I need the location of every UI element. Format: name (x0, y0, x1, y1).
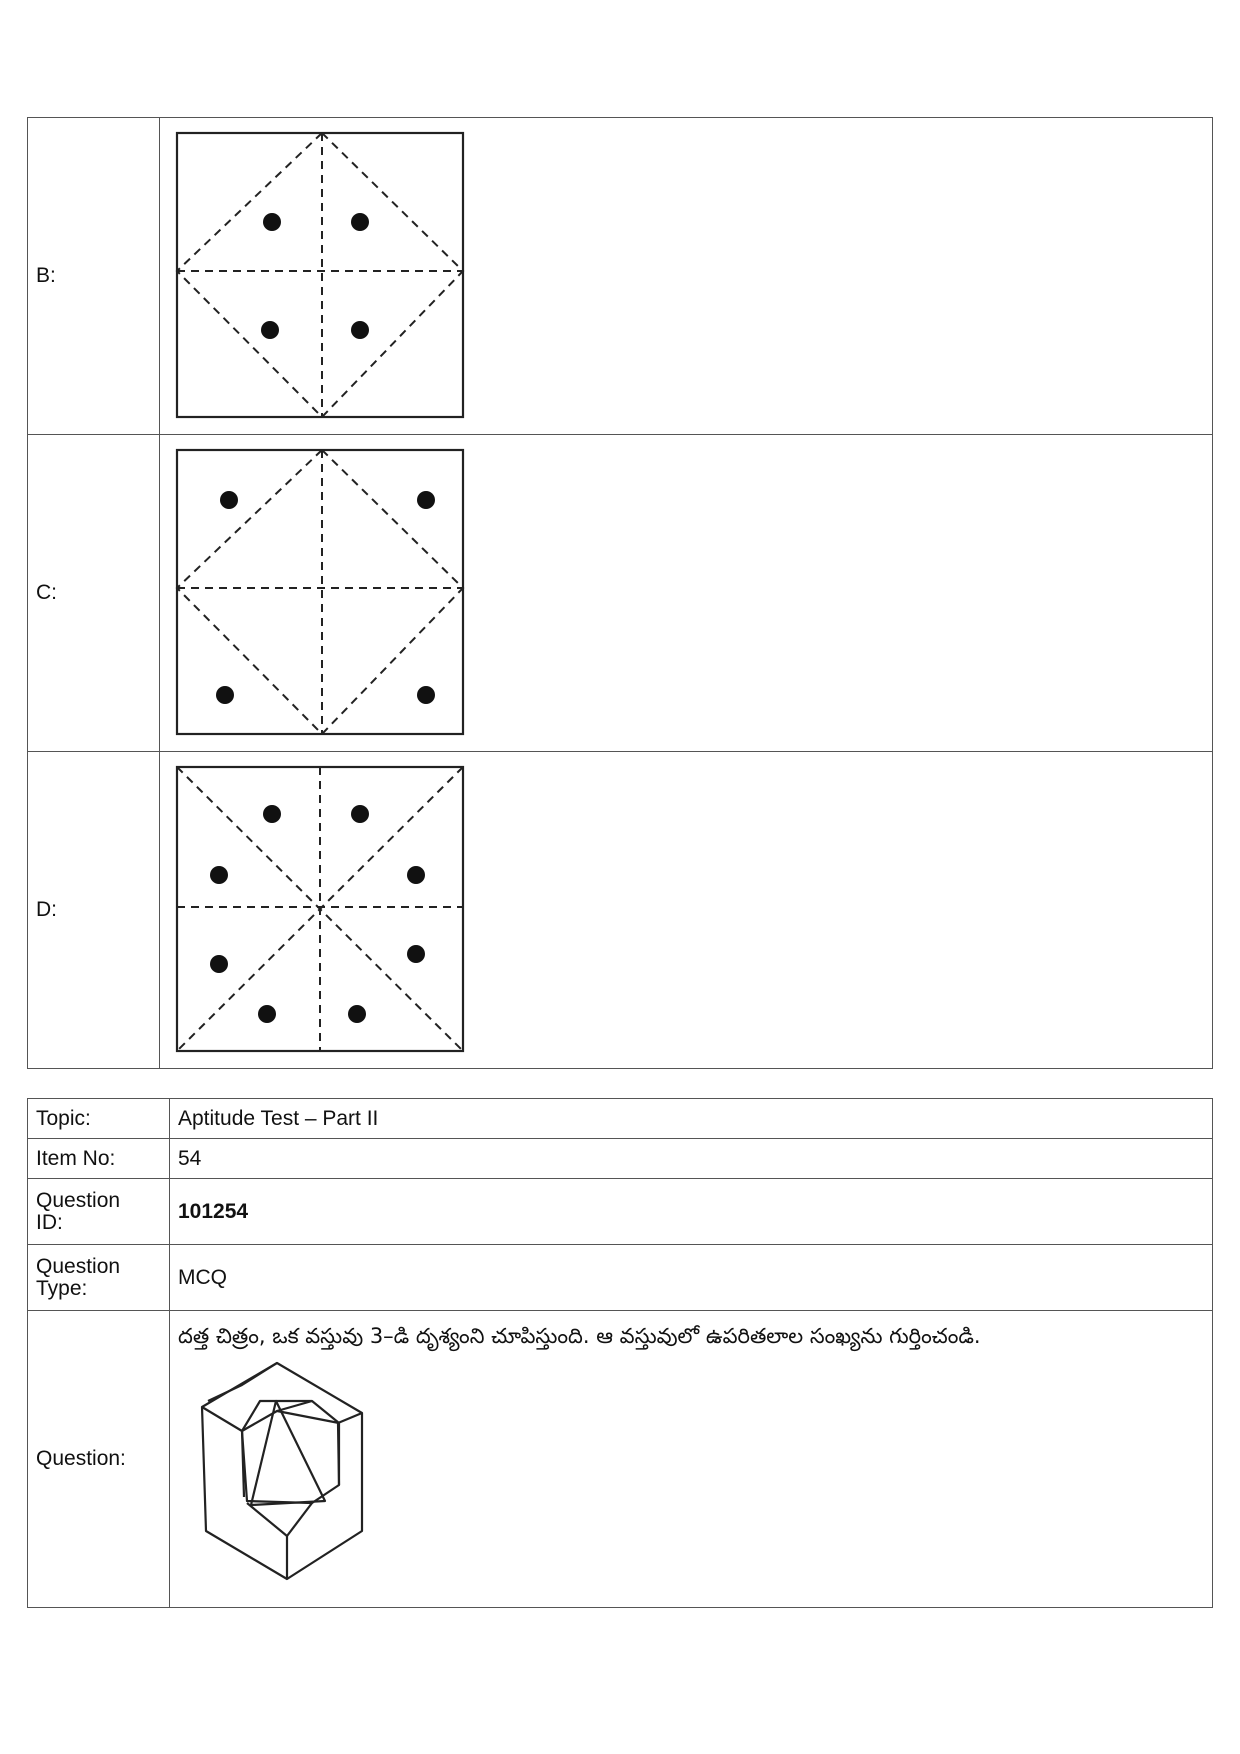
question-id-value: 101254 (170, 1179, 1213, 1245)
option-label: C: (28, 435, 160, 752)
option-row-b (28, 118, 1213, 435)
option-label: B: (28, 118, 160, 435)
option-d-figure (175, 765, 465, 1055)
question-id-label: Question ID: (28, 1179, 170, 1245)
question-type-row (28, 1245, 1213, 1311)
question-label: Question: (28, 1311, 170, 1608)
question-meta-table (27, 1098, 1213, 1608)
topic-row (28, 1099, 1213, 1139)
item-value: 54 (170, 1139, 1213, 1179)
option-row-c (28, 435, 1213, 752)
item-row (28, 1139, 1213, 1179)
question-type-label: Question Type: (28, 1245, 170, 1311)
option-label: D: (28, 752, 160, 1069)
question-text: దత్త చిత్రం, ఒక వస్తువు 3–డి దృశ్యంని చూపిస్తుంది. ఆ వస్తువులో ఉపరితలాల సంఖ్యను గుర్తించండి. (178, 1324, 981, 1348)
question-row (28, 1311, 1213, 1608)
option-b-figure (175, 131, 465, 421)
option-c-figure (175, 448, 465, 738)
question-id-row (28, 1179, 1213, 1245)
topic-value: Aptitude Test – Part II (170, 1099, 1213, 1139)
question-type-value: MCQ (170, 1245, 1213, 1311)
item-label: Item No: (28, 1139, 170, 1179)
topic-label: Topic: (28, 1099, 170, 1139)
hexagonal-solid-figure (192, 1361, 372, 1581)
option-row-d (28, 752, 1213, 1069)
options-table (27, 117, 1213, 1069)
